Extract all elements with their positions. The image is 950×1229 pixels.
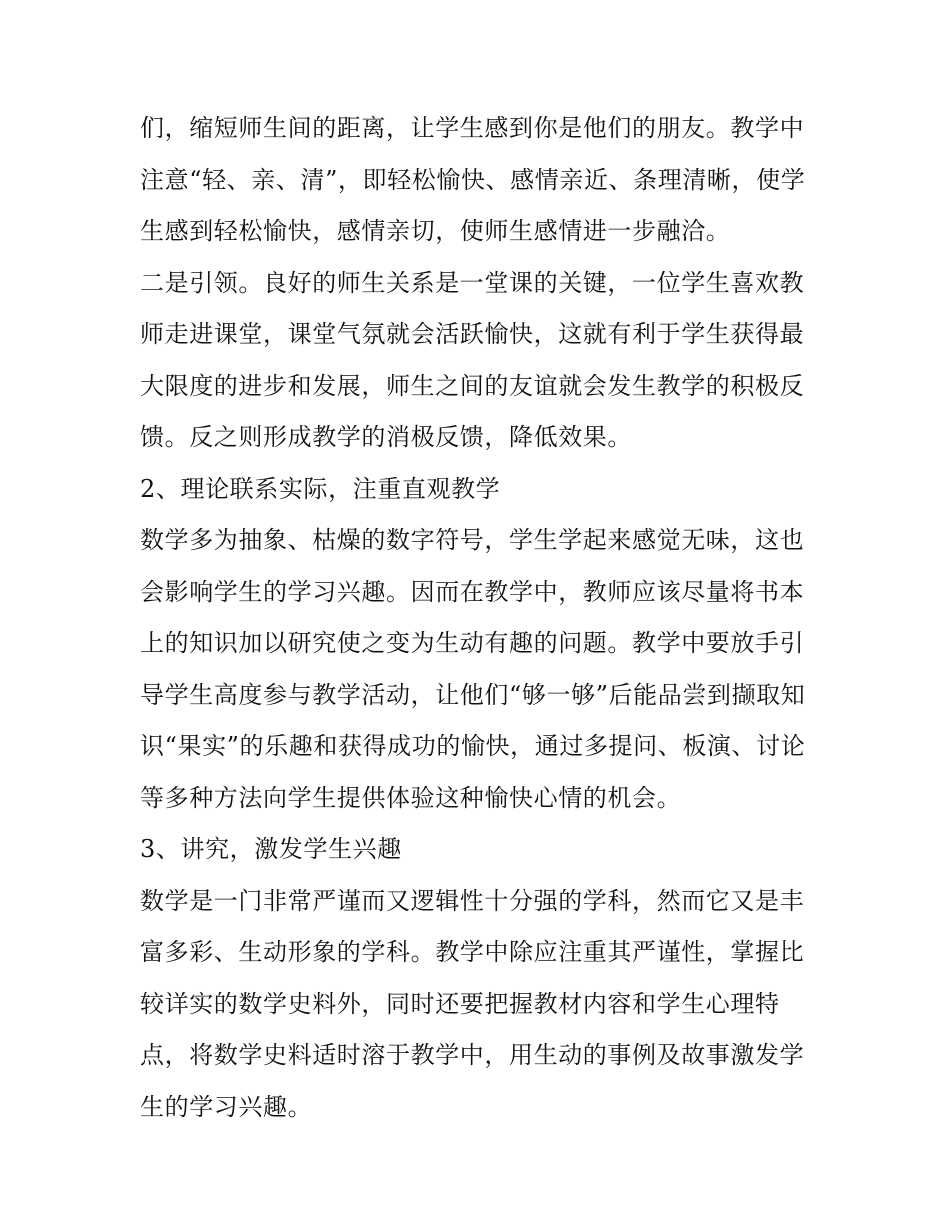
text-line: 上的知识加以研究使之变为生动有趣的问题。教学中要放手引 bbox=[140, 629, 805, 657]
text-line: 富多彩、生动形象的学科。教学中除应注重其严谨性，掌握比 bbox=[140, 938, 805, 966]
text-line: 等多种方法向学生提供体验这种愉快心情的机会。 bbox=[140, 783, 682, 812]
text-line: 识“果实”的乐趣和获得成功的愉快，通过多提问、板演、讨论 bbox=[140, 732, 806, 760]
text-line: 会影响学生的学习兴趣。因而在教学中，教师应该尽量将书本 bbox=[140, 577, 805, 606]
text-line: 导学生高度参与教学活动，让他们“够一够”后能品尝到撷取知 bbox=[140, 680, 806, 709]
text-line: 师走进课堂，课堂气氛就会活跃愉快，这就有利于学生获得最 bbox=[140, 320, 805, 348]
text-line: 大限度的进步和发展，师生之间的友谊就会发生教学的积极反 bbox=[140, 371, 805, 400]
text-line: 注意“轻、亲、清”，即轻松愉快、感情亲近、条理清晰，使学 bbox=[140, 165, 806, 194]
text-line: 数学多为抽象、枯燥的数字符号，学生学起来感觉无味，这也 bbox=[140, 526, 805, 554]
text-line: 点，将数学史料适时溶于教学中，用生动的事例及故事激发学 bbox=[140, 1041, 805, 1069]
text-line: 生的学习兴趣。 bbox=[140, 1092, 313, 1121]
text-line: 们，缩短师生间的距离，让学生感到你是他们的朋友。教学中 bbox=[140, 114, 805, 142]
section-heading: 3、讲究，激发学生兴趣 bbox=[140, 835, 402, 863]
text-line: 二是引领。良好的师生关系是一堂课的关键，一位学生喜欢教 bbox=[140, 268, 805, 297]
text-line: 较详实的数学史料外，同时还要把握教材内容和学生心理特 bbox=[140, 989, 780, 1018]
text-line: 馈。反之则形成教学的消极反馈，降低效果。 bbox=[140, 423, 632, 451]
section-heading: 2、理论联系实际，注重直观教学 bbox=[140, 474, 501, 503]
document-body bbox=[140, 103, 820, 1133]
text-line: 生感到轻松愉快，感情亲切，使师生感情进一步融洽。 bbox=[140, 217, 731, 245]
text-line: 数学是一门非常严谨而又逻辑性十分强的学科，然而它又是丰 bbox=[140, 886, 805, 915]
